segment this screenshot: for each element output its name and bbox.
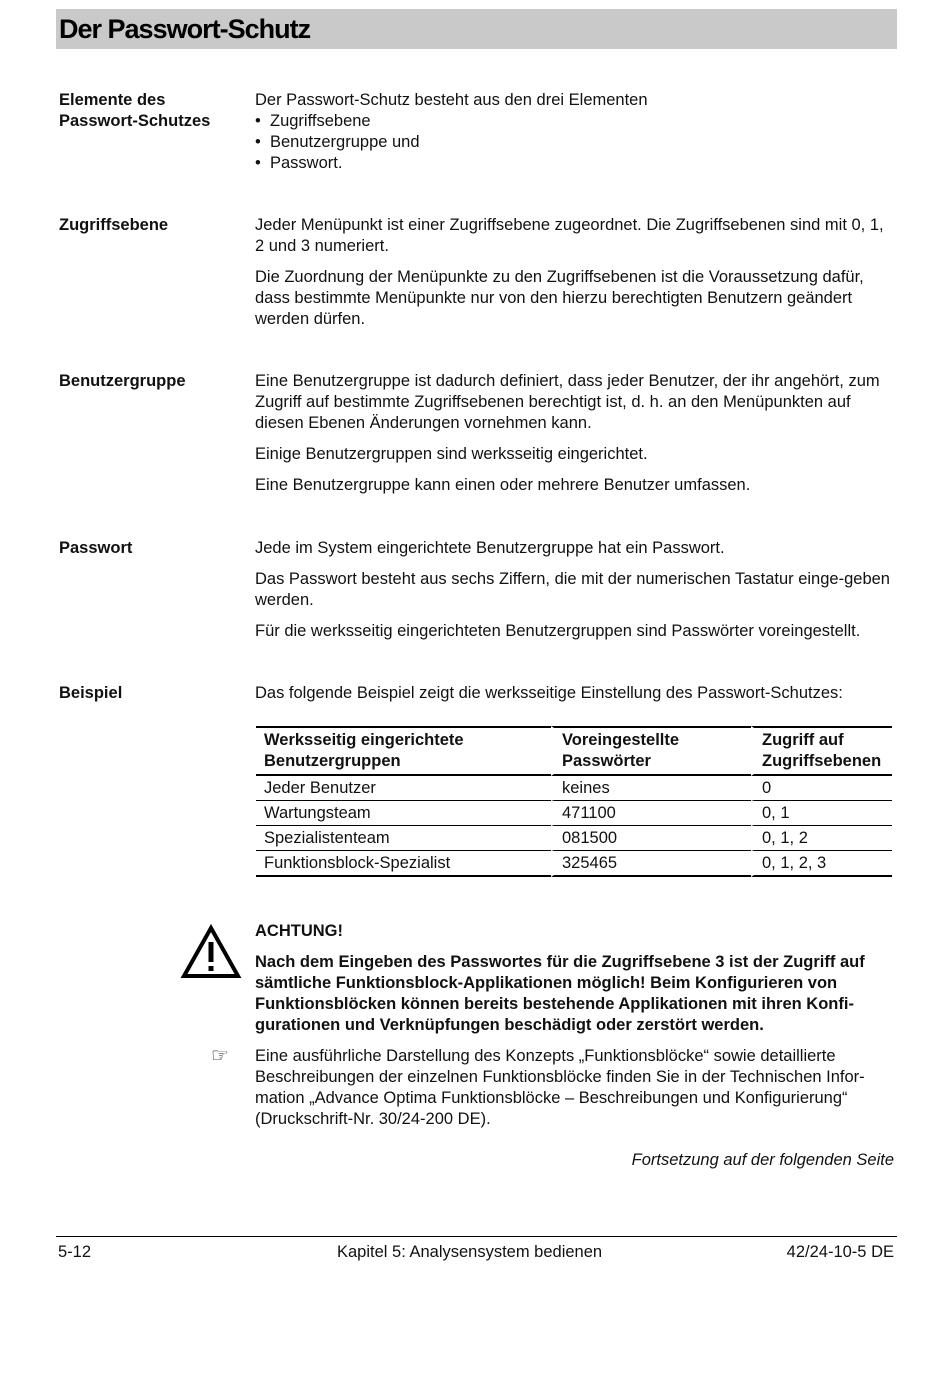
paragraph: Der Passwort-Schutz besteht aus den drei Elementen bbox=[255, 91, 648, 109]
warning-text: Nach dem Eingeben des Passwortes für die Zugriffsebene 3 ist der Zugriff auf sämtliche Funktionsblock-Applikationen möglich! Beim Konfigurieren von Funktionsblöcken können bereits bestehende Applikationen mit ihren Konfi-gurationen und Verknüpfungen beschädigt oder zerstört werden. bbox=[255, 953, 865, 1034]
section-body bbox=[255, 683, 897, 714]
list-item: • Zugriffsebene bbox=[255, 111, 897, 132]
section-body bbox=[255, 538, 897, 652]
warning-triangle-icon bbox=[180, 924, 242, 980]
section-label: Passwort bbox=[59, 539, 133, 557]
section-label: Benutzergruppe bbox=[59, 372, 186, 390]
paragraph: Jeder Menüpunkt ist einer Zugriffsebene zugeordnet. Die Zugriffsebenen sind mit 0, 1, 2 und 3 numeriert. bbox=[255, 216, 884, 255]
table-cell: Funktionsblock-Spezialist bbox=[256, 851, 551, 877]
table-row bbox=[256, 776, 892, 801]
table-cell: 0, 1, 2 bbox=[751, 826, 892, 851]
warning-box bbox=[255, 921, 897, 1046]
bullet-list bbox=[255, 111, 897, 174]
table-row bbox=[256, 801, 892, 826]
section-body bbox=[255, 90, 897, 174]
table-row bbox=[256, 826, 892, 851]
table-cell: 0 bbox=[751, 776, 892, 801]
table-cell: 471100 bbox=[551, 801, 751, 826]
paragraph: Einige Benutzergruppen sind werksseitig eingerichtet. bbox=[255, 445, 648, 463]
table-cell: 081500 bbox=[551, 826, 751, 851]
column-header: Werksseitig eingerichtete Benutzergruppen bbox=[256, 726, 551, 776]
paragraph: Jede im System eingerichtete Benutzergruppe hat ein Passwort. bbox=[255, 539, 725, 557]
list-item: • Passwort. bbox=[255, 153, 897, 174]
footer-page-number: 5-12 bbox=[58, 1243, 92, 1261]
table-cell: Jeder Benutzer bbox=[256, 776, 551, 801]
section-label: Beispiel bbox=[59, 684, 123, 702]
footer-divider bbox=[56, 1236, 897, 1237]
table-cell: keines bbox=[551, 776, 751, 801]
paragraph: Für die werksseitig eingerichteten Benutzergruppen sind Passwörter voreingestellt. bbox=[255, 622, 861, 640]
footer-chapter: Kapitel 5: Analysensystem bedienen bbox=[337, 1243, 603, 1261]
table-cell: 0, 1 bbox=[751, 801, 892, 826]
column-header: Voreingestellte Passwörter bbox=[551, 726, 751, 776]
section-label: Zugriffsebene bbox=[59, 216, 169, 234]
paragraph: Das folgende Beispiel zeigt die werksseitige Einstellung des Passwort-Schutzes: bbox=[255, 684, 843, 702]
table-cell: Spezialistenteam bbox=[256, 826, 551, 851]
table-cell: 325465 bbox=[551, 851, 751, 877]
footer-doc-number: 42/24-10-5 DE bbox=[786, 1243, 894, 1261]
paragraph: Eine Benutzergruppe ist dadurch definiert, dass jeder Benutzer, der ihr angehört, zum Zugriff auf bestimmte Zugriffsebenen berechtigt ist, d. h. an den Menüpunkten auf diesen Ebenen Änderungen vornehmen kann. bbox=[255, 372, 880, 432]
table-cell: Wartungsteam bbox=[256, 801, 551, 826]
paragraph: Die Zuordnung der Menüpunkte zu den Zugriffsebenen ist die Voraussetzung dafür, dass bestimmte Menüpunkte nur von den hierzu berechtigten Benutzern geändert werden dürfen. bbox=[255, 268, 864, 328]
password-table bbox=[256, 726, 892, 877]
list-item: • Benutzergruppe und bbox=[255, 132, 897, 153]
hint-text: Eine ausführliche Darstellung des Konzepts „Funktionsblöcke“ sowie detaillierte Beschreibungen der einzelnen Funktionsblöcke finden Sie in der Technischen Infor-mation „Advance Optima Funktionsblöcke – Beschreibungen und Konfigurierung“ (Druckschrift-Nr. 30/24-200 DE). bbox=[255, 1047, 865, 1128]
table-cell: 0, 1, 2, 3 bbox=[751, 851, 892, 877]
column-header: Zugriff auf Zugriffsebenen bbox=[751, 726, 892, 776]
table-row bbox=[256, 851, 892, 877]
page-title: Der Passwort-Schutz bbox=[59, 14, 311, 44]
section-body bbox=[255, 371, 897, 506]
paragraph: Das Passwort besteht aus sechs Ziffern, die mit der numerischen Tastatur einge-geben werden. bbox=[255, 570, 890, 609]
paragraph: Eine Benutzergruppe kann einen oder mehrere Benutzer umfassen. bbox=[255, 476, 751, 494]
section-label: Elemente des Passwort-Schutzes bbox=[59, 91, 211, 130]
table-header-row bbox=[256, 726, 892, 776]
section-body bbox=[255, 215, 897, 340]
continuation-note: Fortsetzung auf der folgenden Seite bbox=[631, 1151, 894, 1169]
pointing-hand-icon: ☞ bbox=[211, 1045, 229, 1067]
warning-title: ACHTUNG! bbox=[255, 922, 343, 940]
title-bar bbox=[56, 9, 897, 49]
